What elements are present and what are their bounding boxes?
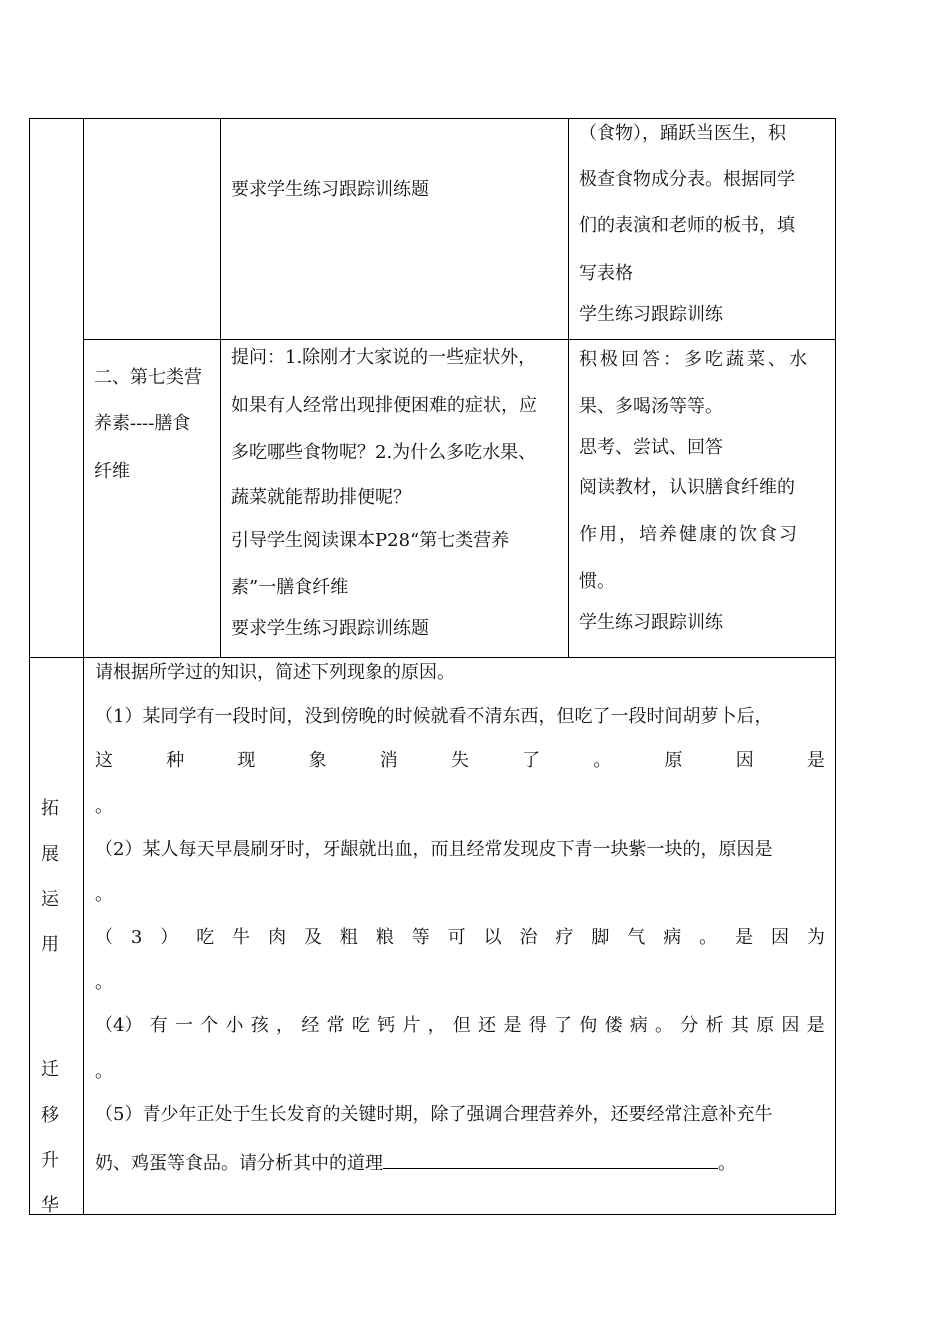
question-3-char: 3 [130, 927, 143, 948]
question-3-char: 为 [806, 927, 825, 948]
row2-student-line-6: 惯。 [579, 571, 615, 592]
question-4-char: 但 [452, 1015, 471, 1036]
question-4-char: 病 [629, 1015, 648, 1036]
row2-teacher-line-1: 提问：1.除刚才大家说的一些症状外， [231, 347, 537, 368]
question-5-prefix: 奶、鸡蛋等食品。请分析其中的道理 [95, 1153, 383, 1174]
row2-topic-line-2: 养素----膳食 [94, 413, 191, 434]
row2-teacher-line-5: 引导学生阅读课本P28“第七类营养 [231, 530, 510, 551]
question-1-char: 。 [593, 750, 612, 771]
row1-student-line-1: （食物），踊跃当医生，积 [579, 123, 786, 144]
question-3-char: 肉 [268, 927, 287, 948]
section-label-char-2: 展 [41, 844, 59, 865]
question-1-char: 是 [806, 750, 825, 771]
row2-teacher-line-3: 多吃哪些食物呢？2.为什么多吃水果、 [231, 442, 537, 463]
question-4-char: 钙 [377, 1015, 396, 1036]
question-1-end: 。 [95, 796, 113, 817]
table-border-top [29, 118, 836, 119]
question-4-char: 经 [301, 1015, 320, 1036]
question-3-char: 疗 [555, 927, 574, 948]
row2-student-line-2: 果、多喝汤等等。 [579, 396, 723, 417]
row2-teacher-line-4: 蔬菜就能帮助排便呢？ [231, 487, 411, 508]
question-5-line-2 [95, 1150, 736, 1175]
question-4-char: 了 [553, 1015, 572, 1036]
question-4-line [95, 1014, 825, 1037]
question-3-char: 吃 [196, 927, 215, 948]
question-1-char: 种 [166, 750, 185, 771]
row1-student-line-3: 们的表演和老师的板书，填 [579, 215, 795, 236]
question-4-char: 分 [680, 1015, 699, 1036]
column-divider-1 [83, 118, 84, 1215]
row2-student-line-4: 阅读教材，认识膳食纤维的 [579, 477, 795, 498]
question-3-char: 及 [303, 927, 322, 948]
question-3-char: 因 [770, 927, 789, 948]
column-divider-3 [568, 118, 569, 658]
question-1-char: 了 [522, 750, 541, 771]
question-4-char: 得 [528, 1015, 547, 1036]
row2-student-line-1: 积极回答：多吃蔬菜、水 [579, 349, 810, 370]
question-2-end: 。 [95, 884, 113, 905]
question-3-char: 可 [447, 927, 466, 948]
question-3-char: 是 [735, 927, 754, 948]
question-4-char: 还 [478, 1015, 497, 1036]
question-3-char: 。 [699, 927, 718, 948]
question-4-char: 常 [326, 1015, 345, 1036]
table-border-left [29, 118, 30, 1215]
extension-intro: 请根据所学过的知识，简述下列现象的原因。 [95, 662, 455, 683]
answer-blank-line[interactable] [383, 1150, 718, 1169]
row1-student-line-4: 写表格 [579, 263, 633, 284]
question-4-char: 。 [655, 1015, 674, 1036]
table-border-bottom [29, 1214, 836, 1215]
row2-teacher-line-6: 素”一膳食纤维 [231, 577, 349, 598]
question-4-char: 孩 [250, 1015, 269, 1036]
question-3-char: ） [160, 927, 179, 948]
row-divider-1 [83, 339, 836, 340]
question-4-char: 吃 [351, 1015, 370, 1036]
question-4-char: 小 [225, 1015, 244, 1036]
row2-topic-line-3: 纤维 [94, 461, 130, 482]
row2-student-line-3: 思考、尝试、回答 [579, 437, 723, 458]
question-3-char: 治 [519, 927, 538, 948]
section-label-char-7: 升 [41, 1150, 59, 1171]
row2-student-line-5: 作用，培养健康的饮食习 [579, 524, 799, 545]
row1-teacher-text: 要求学生练习跟踪训练题 [231, 179, 429, 200]
question-1-char: 原 [664, 750, 683, 771]
question-4-char: 是 [806, 1015, 825, 1036]
question-3-char: 气 [627, 927, 646, 948]
question-4-char: 佝 [579, 1015, 598, 1036]
row2-teacher-line-7: 要求学生练习跟踪训练题 [231, 618, 429, 639]
question-1-char: 消 [379, 750, 398, 771]
question-4-char: ， [427, 1015, 446, 1036]
section-label-char-6: 移 [41, 1105, 59, 1126]
column-divider-2 [220, 118, 221, 658]
question-1-char: 象 [308, 750, 327, 771]
question-4-char: （4） [95, 1015, 143, 1036]
row2-student-line-7: 学生练习跟踪训练 [579, 612, 723, 633]
question-1-char: 这 [95, 750, 113, 771]
question-2-line-1: （2）某人每天早晨刷牙时，牙龈就出血，而且经常发现皮下青一块紫一块的，原因是 [95, 839, 773, 860]
question-5-line-1: （5）青少年正处于生长发育的关键时期，除了强调合理营养外，还要经常注意补充牛 [95, 1104, 773, 1125]
row1-student-line-5: 学生练习跟踪训练 [579, 304, 723, 325]
section-label-char-5: 迁 [41, 1059, 59, 1080]
section-label-char-4: 用 [41, 934, 59, 955]
question-3-char: 等 [411, 927, 430, 948]
question-5-suffix: 。 [718, 1153, 736, 1174]
section-label-char-1: 拓 [41, 798, 59, 819]
row-divider-2 [29, 657, 836, 658]
question-3-char: 脚 [591, 927, 610, 948]
question-4-char: 有 [149, 1015, 168, 1036]
question-3-char: 以 [483, 927, 502, 948]
question-4-end: 。 [95, 1061, 113, 1082]
row2-topic-line-1: 二、第七类营 [94, 367, 202, 388]
question-3-end: 。 [95, 972, 113, 993]
row2-teacher-line-2: 如果有人经常出现排便困难的症状，应 [231, 395, 537, 416]
question-4-char: 偻 [604, 1015, 623, 1036]
question-1-char: 现 [237, 750, 256, 771]
question-4-char: 因 [781, 1015, 800, 1036]
section-label-char-3: 运 [41, 889, 59, 910]
question-4-char: 其 [730, 1015, 749, 1036]
question-4-char: 析 [705, 1015, 724, 1036]
question-4-char: 原 [756, 1015, 775, 1036]
section-label-char-8: 华 [41, 1195, 59, 1216]
question-4-char: ， [276, 1015, 295, 1036]
question-1-char: 因 [735, 750, 754, 771]
question-3-char: 粗 [339, 927, 358, 948]
question-4-char: 片 [402, 1015, 421, 1036]
question-3-char: 病 [663, 927, 682, 948]
question-4-char: 是 [503, 1015, 522, 1036]
table-border-right [835, 118, 836, 1215]
question-3-char: 牛 [232, 927, 251, 948]
question-1-line-2 [95, 749, 825, 772]
question-4-char: 一 [174, 1015, 193, 1036]
question-4-char: 个 [200, 1015, 219, 1036]
question-3-char: 粮 [375, 927, 394, 948]
question-3-line [95, 926, 825, 949]
row1-student-line-2: 极查食物成分表。根据同学 [579, 169, 795, 190]
question-1-line-1: （1）某同学有一段时间，没到傍晚的时候就看不清东西，但吃了一段时间胡萝卜后， [95, 706, 773, 727]
question-1-char: 失 [450, 750, 469, 771]
question-3-char: （ [95, 927, 113, 948]
